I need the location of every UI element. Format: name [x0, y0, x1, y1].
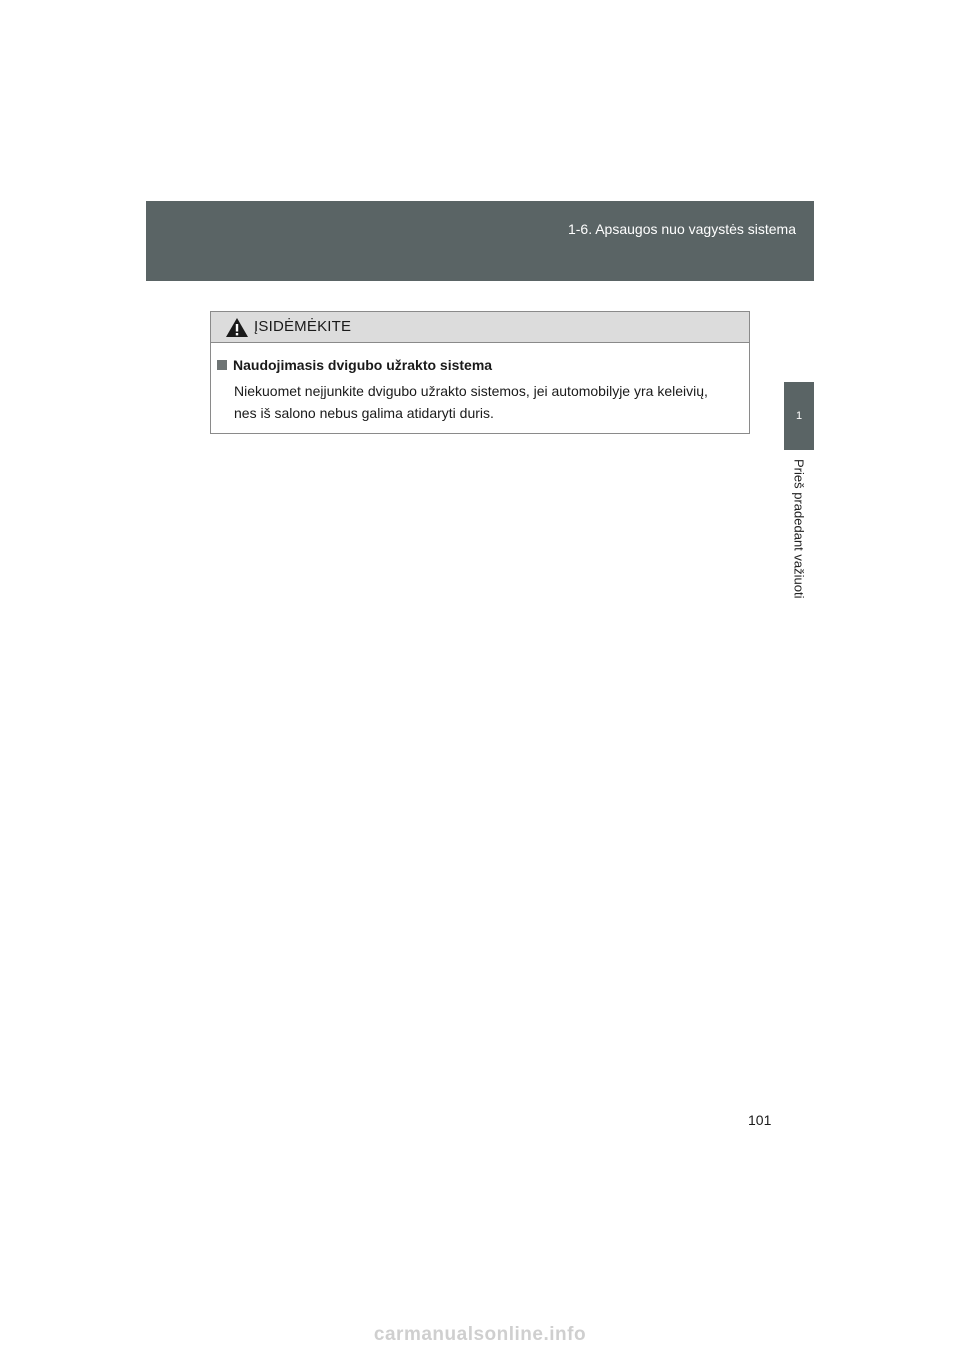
caution-body-line-2: nes iš salono nebus galima atidaryti duris. — [234, 405, 494, 421]
section-title: 1-6. Apsaugos nuo vagystės sistema — [567, 221, 796, 237]
header-band — [146, 201, 814, 281]
watermark: carmanualsonline.info — [373, 1324, 587, 1345]
caution-box — [210, 311, 750, 434]
chapter-label: Prieš pradedant važiuoti — [791, 459, 807, 599]
caution-subheading — [217, 356, 741, 374]
caution-header — [211, 312, 749, 343]
caution-body — [211, 343, 749, 424]
caution-subheading-text: Naudojimasis dvigubo užrakto sistema — [233, 357, 493, 373]
caution-body-text — [217, 380, 741, 424]
chapter-number: 1 — [795, 410, 803, 422]
page-number: 101 — [748, 1112, 772, 1128]
caution-title: ĮSIDĖMĖKITE — [254, 318, 352, 335]
warning-triangle-icon — [225, 317, 249, 338]
caution-body-line-1: Niekuomet neįjunkite dvigubo užrakto sistemos, jei automobilyje yra keleivių, — [234, 383, 708, 399]
square-bullet-icon — [217, 360, 227, 370]
chapter-tab — [784, 382, 814, 450]
